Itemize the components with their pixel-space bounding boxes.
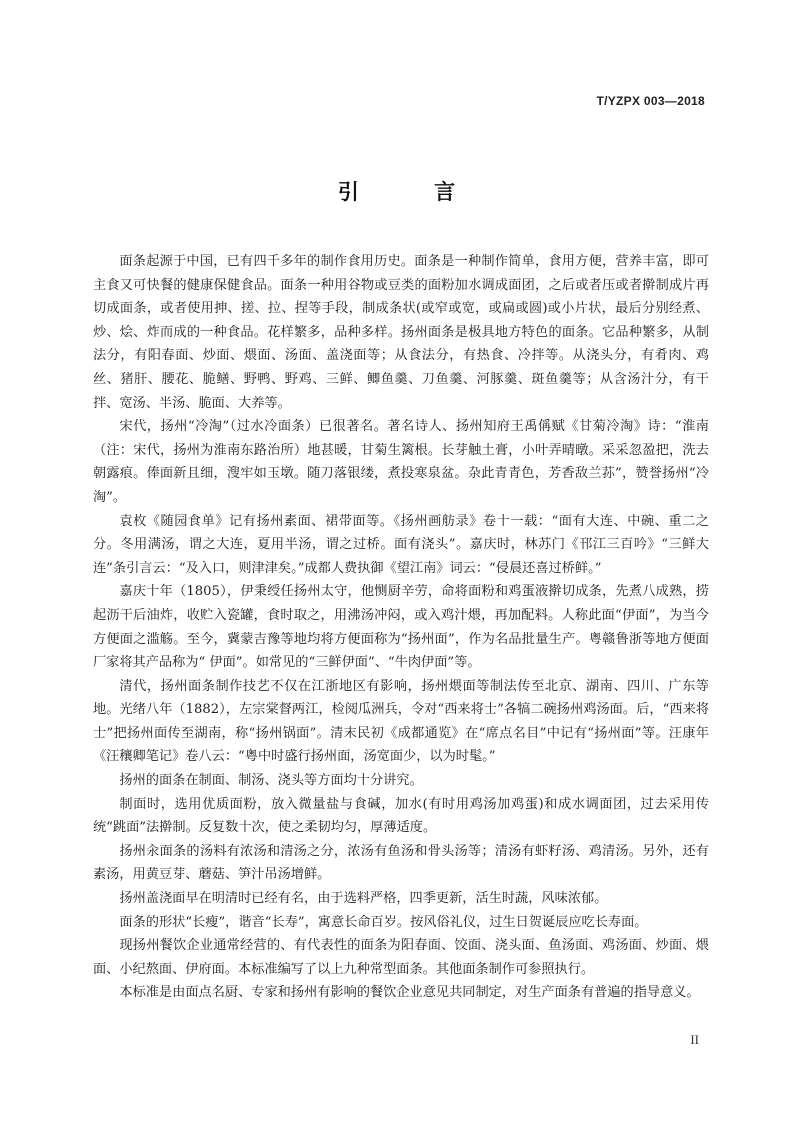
paragraph: 扬州汆面条的汤料有浓汤和清汤之分，浓汤有鱼汤和骨头汤等；清汤有虾籽汤、鸡清汤。另外，还有素汤，用黄豆芽、蘑菇、笋汁吊汤增鲜。 (93, 843, 709, 883)
paragraph: 现扬州餐饮企业通常经营的、有代表性的面条为阳春面、饺面、浇头面、鱼汤面、鸡汤面、炒面、煨面、小纪熬面、伊府面。本标准编写了以上九种常型面条。其他面条制作可参照执行。 (93, 938, 709, 977)
paragraph: 本标准是由面点名厨、专家和扬州有影响的餐饮企业意见共同制定，对生产面条有普遍的指导意义。 (119, 985, 700, 1001)
paragraph: 嘉庆十年（1805），伊秉绶任扬州太守，他恻厨辛劳，命将面粉和鸡蛋液擀切成条，先煮八成熟，捞起沥干后油炸，收贮入瓷罐，食时取之，用沸汤冲闷，或入鸡汁煨，再加配料。人称此面“伊面”，为当今方便面之滥觞。至今，冀蒙吉豫等地均将方便面称为“扬州面”，作为名品批量生产。粤赣鲁浙等地方便面厂家将其产品称为“ 伊面”。如常见的“三鲜伊面”、“牛肉伊面”等。 (93, 584, 709, 671)
page-number: II (690, 1032, 699, 1047)
paragraph: 面条起源于中国，已有四千多年的制作食用历史。面条是一种制作简单，食用方便，营养丰富，即可主食又可快餐的健康保健食品。面条一种用谷物或豆类的面粉加水调成面团，之后或者压或者擀制成片再切成面条，或者使用抻、搓、拉、捏等手段，制成条状(或窄或宽，或扁或圆)或小片状，最后分别经煮、炒、烩、炸而成的一种食品。花样繁多，品种多样。扬州面条是极具地方特色的面条。它品种繁多，从制法分，有阳春面、炒面、煨面、汤面、盖浇面等；从食法分，有热食、冷拌等。从浇头分，有肴肉、鸡丝、猪肝、腰花、脆鳝、野鸭、野鸡、三鲜、鲫鱼羹、刀鱼羹、河豚羹、斑鱼羹等；从含汤汁分，有干拌、宽汤、半汤、脆面、大养等。 (93, 254, 709, 411)
paragraph: 清代，扬州面条制作技艺不仅在江浙地区有影响，扬州煨面等制法传至北京、湖南、四川、广东等地。光绪八年（1882），左宗棠督两江，检阅瓜洲兵，令对“西来将士”各犒二碗扬州鸡汤面。后，“西来将士”把扬州面传至湖南，称“扬州锅面”。清末民初《成都通览》在“席点名目”中记有“扬州面”等。汪康年《汪穰卿笔记》卷八云：“粤中时盛行扬州面，汤宽面少，以为时髦。” (93, 678, 709, 765)
paragraph: 扬州的面条在制面、制汤、浇头等方面均十分讲究。 (119, 773, 423, 789)
paragraph: 面条的形状“长瘦”，谐音“长寿”，寓意长命百岁。按风俗礼仪，过生日贺诞辰应吃长寿面。 (119, 914, 648, 930)
page-title: 引 言 (337, 180, 490, 204)
paragraph: 袁枚《随园食单》记有扬州素面、裙带面等。《扬州画舫录》卷十一载：“面有大连、中碗、重二之分。冬用满汤，谓之大连，夏用半汤，谓之过桥。面有浇头”。嘉庆时，林苏门《邗江三百吟》“三鲜大连”条引言云：“及入口，则津津矣。”成都人费执御《望江南》词云：“侵晨还喜过桥鲜。” (93, 513, 709, 576)
standard-code: T/YZPX 003—2018 (596, 94, 705, 108)
paragraph: 扬州盖浇面早在明清时已经有名，由于选料严格，四季更新，活生时蔬，风味浓郁。 (119, 891, 608, 907)
paragraph: 宋代，扬州“冷淘”（过水冷面条）已很著名。著名诗人、扬州知府王禹偁赋《甘菊冷淘》诗：“淮南（注：宋代，扬州为淮南东路治所）地甚暖，甘菊生篱根。长芽触土膏，小叶弄晴暾。采采忽盈把，洗去朝露痕。俸面新且细，溲牢如玉墩。随刀落银缕，煮投寒泉盆。杂此青青色，芳香敌兰荪”，赞誉扬州“冷淘”。 (93, 419, 709, 505)
introduction-body (93, 250, 709, 1005)
paragraph: 制面时，选用优质面粉，放入微量盐与食碱，加水(有时用鸡汤加鸡蛋)和成水调面团，过去采用传统“跳面”法擀制。反复数十次，使之柔韧均匀，厚薄适度。 (93, 796, 709, 836)
